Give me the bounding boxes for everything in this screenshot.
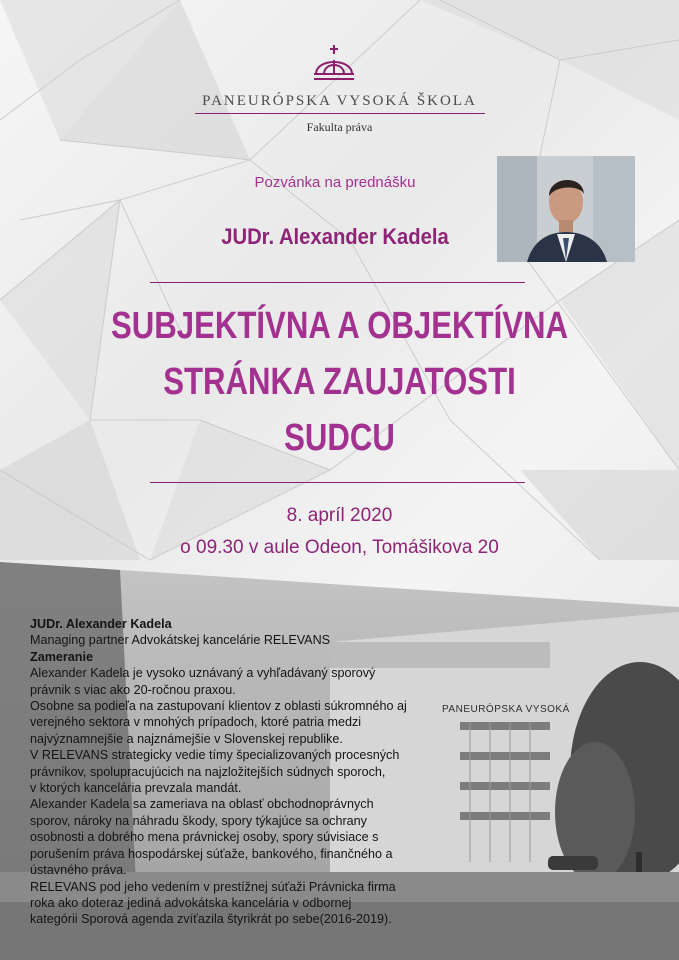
bio-line: Alexander Kadela je vysoko uznávaný a vyhľadávaný sporový — [30, 666, 376, 681]
invitation-label: Pozvánka na prednášku — [254, 174, 416, 191]
speaker-photo — [497, 156, 635, 262]
title-rule-top — [150, 282, 525, 283]
bio-line: osobnosti a dobrého mena právnickej osoby, spory súvisiace s — [30, 830, 379, 845]
lecture-date: 8. apríl 2020 — [286, 505, 393, 526]
bio-line: v ktorých kancelária prevzala mandát. — [30, 781, 242, 796]
bio-line: verejného sektora v mnohých prípadoch, ktoré patria medzi — [30, 715, 362, 730]
title-rule-bottom — [150, 482, 525, 483]
bio-role: Managing partner Advokátskej kancelárie RELEVANS — [30, 633, 331, 648]
speaker-bio — [30, 616, 460, 928]
bio-line: Osobne sa podieľa na zastupovaní klientov z oblasti súkromného aj — [30, 699, 407, 714]
bio-line: najvýznamnejšie a najznámejšie v Slovenskej republike. — [30, 731, 343, 746]
lecture-title-line-3: SUDCU — [284, 417, 395, 459]
lecture-title — [61, 298, 618, 466]
bio-line: roka ako doteraz jediná advokátska kancelária v odbornej — [30, 895, 352, 910]
bio-line: kategórii Sporová agenda zvíťazila štyrikrát po sebe(2016-2019). — [30, 912, 392, 927]
lecture-title-line-1: SUBJEKTÍVNA A OBJEKTÍVNA — [110, 305, 569, 347]
bio-line: právnikov, spolupracujúcich na najzložitejších súdnych sporoch, — [30, 764, 386, 779]
bio-line: Alexander Kadela sa zameriava na oblasť obchodnoprávnych — [30, 797, 374, 812]
bio-line: porušením práva hospodárskej súťaže, bankového, finančného a — [30, 846, 393, 861]
bio-line: RELEVANS pod jeho vedením v prestížnej súťaži Právnicka firma — [30, 879, 396, 894]
bio-line: V RELEVANS strategicky vedie tímy špecializovaných procesných — [30, 748, 400, 763]
speaker-name: JUDr. Alexander Kadela — [221, 224, 449, 249]
bio-line: ústavného práva. — [30, 863, 127, 878]
bio-line: sporov, nároky na náhradu škody, spory týkajúce sa ochrany — [30, 813, 367, 828]
bio-name: JUDr. Alexander Kadela — [30, 617, 172, 631]
school-underline — [195, 113, 485, 114]
school-name: PANEURÓPSKA VYSOKÁ ŠKOLA — [202, 93, 477, 109]
lecture-venue: o 09.30 v aule Odeon, Tomášikova 20 — [180, 537, 499, 558]
faculty-name: Fakulta práva — [306, 120, 373, 134]
crown-icon — [312, 44, 356, 84]
lecture-title-line-2: STRÁNKA ZAUJATOSTI — [163, 361, 516, 403]
bio-focus-heading: Zameranie — [30, 649, 93, 664]
bio-line: právnik s viac ako 20-ročnou praxou. — [30, 682, 236, 697]
building-sign: PANEURÓPSKA VYSOKÁ — [442, 704, 570, 715]
